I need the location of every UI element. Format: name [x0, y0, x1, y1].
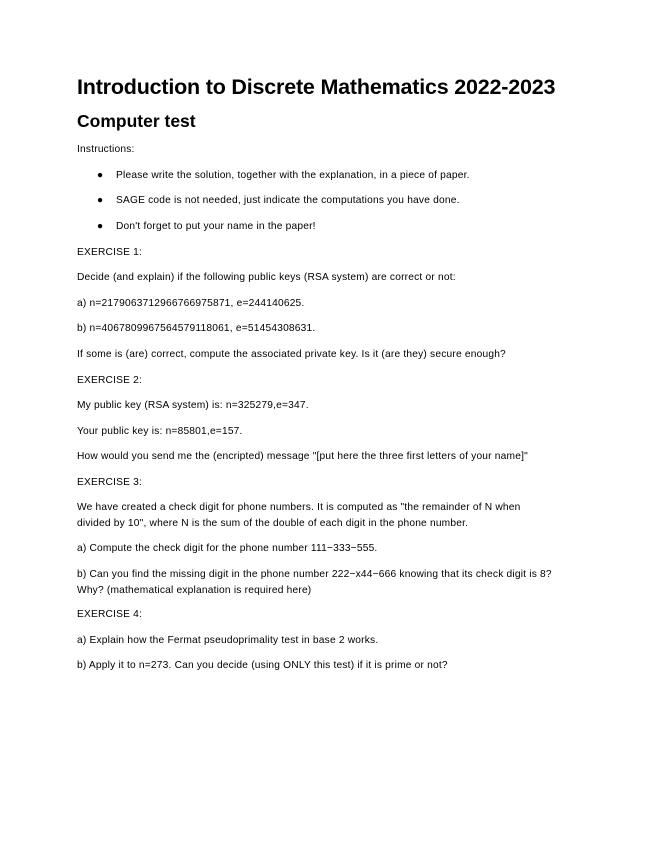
exercise3-intro: We have created a check digit for phone numbers. It is computed as "the remainder of N when divided by 10", where N is the sum of the double of each digit in the phone number. — [77, 502, 521, 529]
exercise2-question: How would you send me the (encripted) message "[put here the three first letters of your name]" — [77, 451, 528, 462]
exercise3-part-b: b) Can you find the missing digit in the phone number 222−x44−666 knowing that its check digit is 8? Why? (mathematical explanation is required here) — [77, 569, 552, 596]
exercise1-intro: Decide (and explain) if the following public keys (RSA system) are correct or not: — [77, 272, 456, 283]
instructions-label: Instructions: — [77, 144, 135, 155]
exercise1-followup: If some is (are) correct, compute the associated private key. Is it (are they) secure enough? — [77, 349, 506, 360]
exercise1-part-b: b) n=4067809967564579118061, e=51454308631. — [77, 323, 316, 334]
document-title: Introduction to Discrete Mathematics 2022-2023 — [77, 75, 556, 99]
exercise3-part-a: a) Compute the check digit for the phone number 111−333−555. — [77, 543, 378, 554]
exercise4-heading: EXERCISE 4: — [77, 609, 143, 620]
bullet-icon: ● — [97, 170, 104, 181]
instruction-text: SAGE code is not needed, just indicate the computations you have done. — [116, 195, 460, 206]
document-subtitle: Computer test — [77, 111, 196, 131]
bullet-icon: ● — [97, 221, 104, 232]
exercise4-part-b: b) Apply it to n=273. Can you decide (using ONLY this test) if it is prime or not? — [77, 660, 448, 671]
instruction-text: Please write the solution, together with the explanation, in a piece of paper. — [116, 170, 470, 181]
exercise2-heading: EXERCISE 2: — [77, 375, 143, 386]
exercise3-heading: EXERCISE 3: — [77, 477, 143, 488]
exercise1-part-a: a) n=2179063712966766975871, e=244140625. — [77, 298, 305, 309]
exercise1-heading: EXERCISE 1: — [77, 247, 143, 258]
exercise4-part-a: a) Explain how the Fermat pseudoprimality test in base 2 works. — [77, 635, 379, 646]
exercise2-my-key: My public key (RSA system) is: n=325279,e=347. — [77, 400, 309, 411]
instruction-text: Don't forget to put your name in the paper! — [116, 221, 316, 232]
exercise2-your-key: Your public key is: n=85801,e=157. — [77, 426, 243, 437]
bullet-icon: ● — [97, 195, 104, 206]
